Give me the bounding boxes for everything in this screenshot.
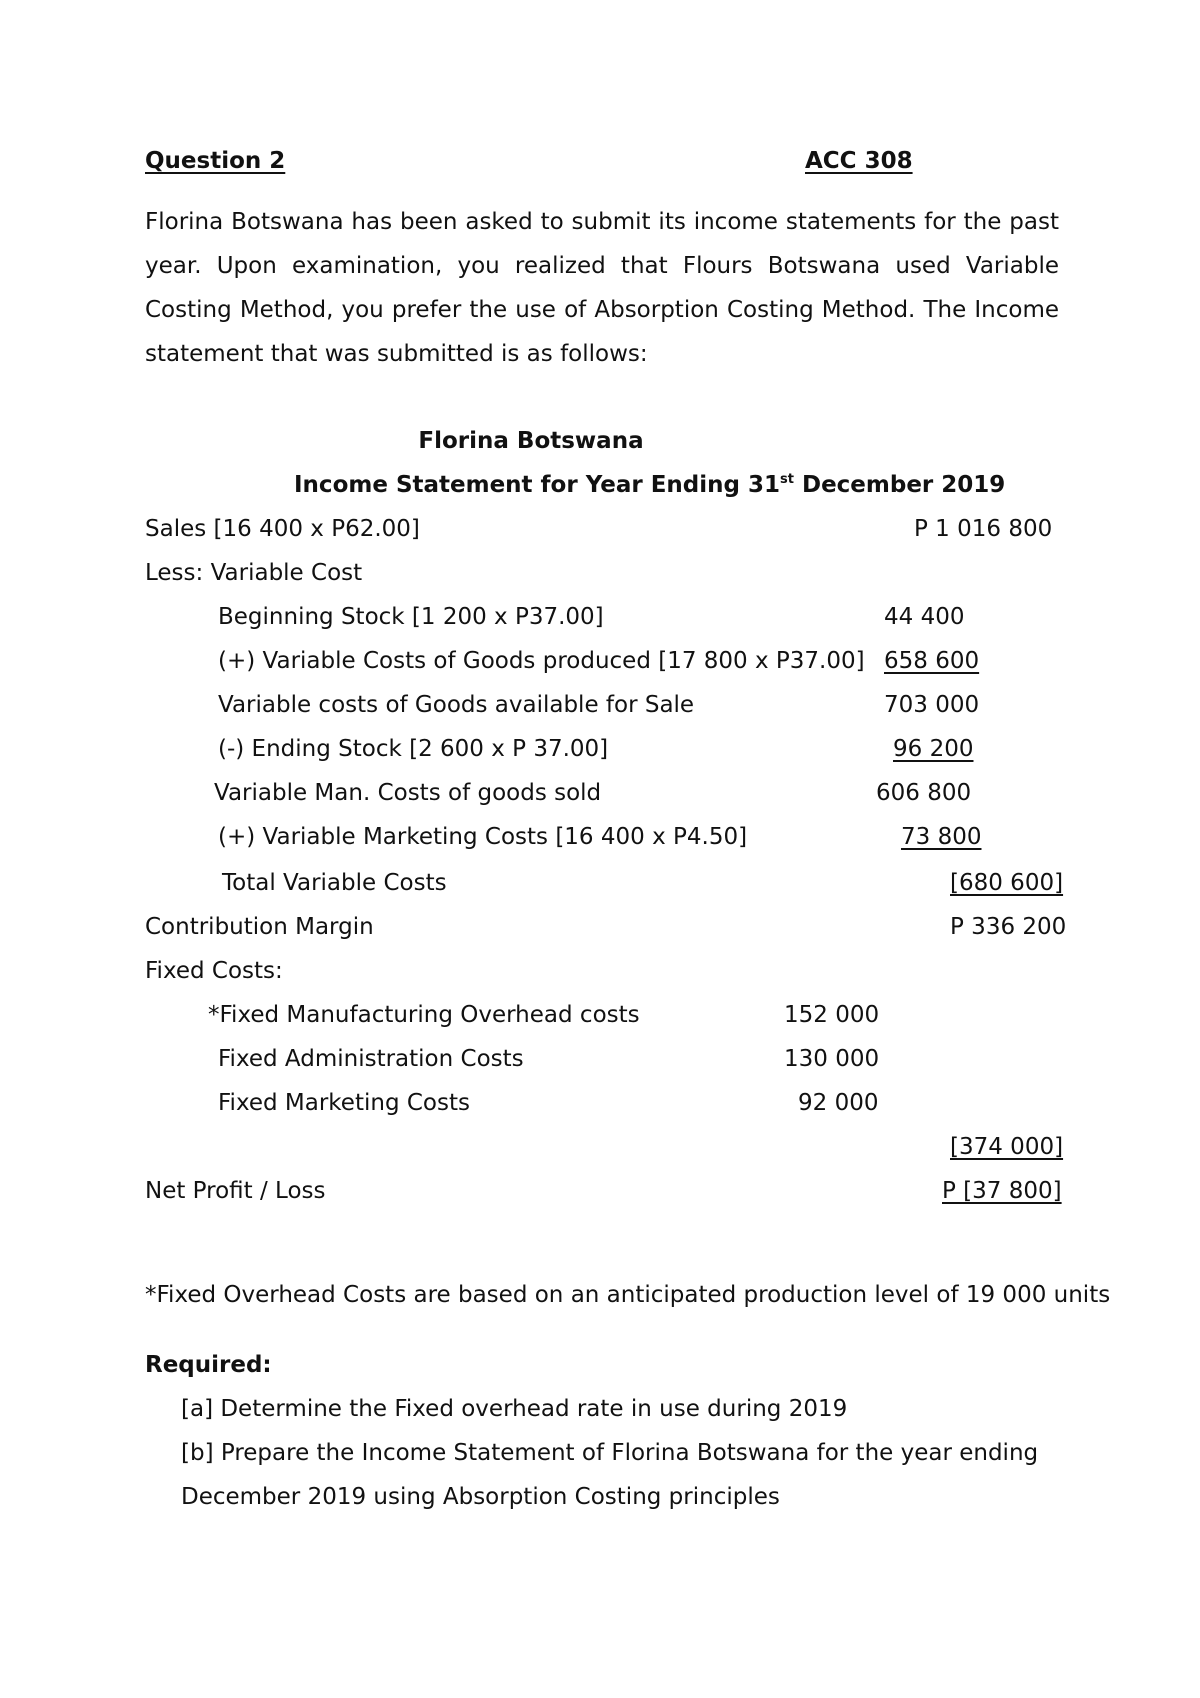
statement-company: Florina Botswana bbox=[418, 428, 644, 454]
statement-title-sup: st bbox=[780, 472, 794, 487]
variable-marketing-value: 73 800 bbox=[901, 824, 982, 850]
statement-title-text: Income Statement for Year Ending 31 bbox=[294, 472, 781, 498]
required-item-a: [a] Determine the Fixed overhead rate in use during 2019 bbox=[181, 1396, 848, 1422]
ending-stock-value: 96 200 bbox=[893, 736, 974, 762]
ending-stock-label: (-) Ending Stock [2 600 x P 37.00] bbox=[218, 736, 609, 762]
statement-title bbox=[294, 472, 1005, 498]
contribution-label: Contribution Margin bbox=[145, 914, 374, 940]
fixed-costs-label: Fixed Costs: bbox=[145, 958, 283, 984]
intro-paragraph: Florina Botswana has been asked to submit its income statements for the past year. Upon examination, you realized that Flours Botswana used Variable Costing Method, you prefer the use of Absorption Costing Method. The Income statement that was submitted is as follows: bbox=[145, 209, 1059, 367]
beginning-stock-value: 44 400 bbox=[884, 604, 965, 630]
less-variable-label: Less: Variable Cost bbox=[145, 560, 363, 586]
net-profit-value: P [37 800] bbox=[942, 1178, 1062, 1204]
contribution-value: P 336 200 bbox=[950, 914, 1067, 940]
variable-marketing-label: (+) Variable Marketing Costs [16 400 x P4.50] bbox=[218, 824, 748, 850]
footnote: *Fixed Overhead Costs are based on an anticipated production level of 19 000 units bbox=[145, 1282, 1111, 1308]
required-item-b: [b] Prepare the Income Statement of Florina Botswana for the year ending bbox=[181, 1440, 1039, 1466]
sales-label: Sales [16 400 x P62.00] bbox=[145, 516, 420, 542]
fixed-admin-value: 130 000 bbox=[784, 1046, 880, 1072]
total-variable-value: [680 600] bbox=[950, 870, 1064, 896]
fixed-mfg-value: 152 000 bbox=[784, 1002, 880, 1028]
question-heading: Question 2 bbox=[145, 148, 286, 174]
goods-produced-value: 658 600 bbox=[884, 648, 980, 674]
cogs-label: Variable Man. Costs of goods sold bbox=[214, 780, 602, 806]
beginning-stock-label: Beginning Stock [1 200 x P37.00] bbox=[218, 604, 604, 630]
goods-available-label: Variable costs of Goods available for Sale bbox=[218, 692, 695, 718]
total-variable-label: Total Variable Costs bbox=[222, 870, 447, 896]
cogs-value: 606 800 bbox=[876, 780, 972, 806]
fixed-marketing-value: 92 000 bbox=[798, 1090, 879, 1116]
sales-value: P 1 016 800 bbox=[914, 516, 1053, 542]
statement-title-end: December 2019 bbox=[793, 472, 1006, 498]
fixed-marketing-label: Fixed Marketing Costs bbox=[218, 1090, 470, 1116]
required-item-b-continued: December 2019 using Absorption Costing principles bbox=[181, 1484, 780, 1510]
goods-available-value: 703 000 bbox=[884, 692, 980, 718]
goods-produced-label: (+) Variable Costs of Goods produced [17 800 x P37.00] bbox=[218, 648, 865, 674]
course-code: ACC 308 bbox=[805, 148, 913, 174]
fixed-mfg-label: *Fixed Manufacturing Overhead costs bbox=[208, 1002, 640, 1028]
required-heading: Required: bbox=[145, 1352, 272, 1378]
fixed-admin-label: Fixed Administration Costs bbox=[218, 1046, 524, 1072]
net-profit-label: Net Profit / Loss bbox=[145, 1178, 326, 1204]
fixed-total-value: [374 000] bbox=[950, 1134, 1064, 1160]
